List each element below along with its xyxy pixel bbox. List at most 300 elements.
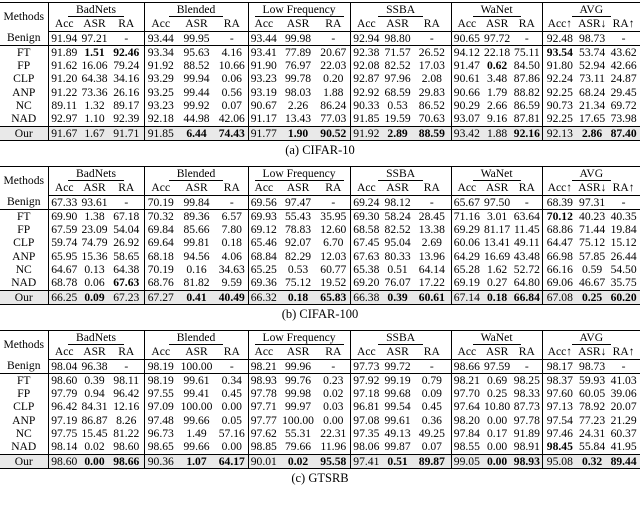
metric-cell: 99.97 xyxy=(285,400,312,414)
metric-cell: 76.97 xyxy=(285,59,312,73)
metric-cell: 98.85 xyxy=(248,440,279,454)
metric-cell: 2.89 xyxy=(382,126,413,140)
metric-cell: 8.26 xyxy=(116,413,137,427)
method-name: Benign xyxy=(0,31,48,45)
metric-cell: 1.07 xyxy=(177,454,216,468)
metric-cell: 68.76 xyxy=(144,276,177,290)
metric-cell: 91.92 xyxy=(350,126,382,140)
metric-cell: 97.64 xyxy=(451,400,482,413)
metric-cell: 3.01 xyxy=(482,209,512,223)
our-method-row xyxy=(0,454,640,468)
metric-cell: 91.89 xyxy=(513,427,540,441)
metric-cell: 99.72 xyxy=(384,359,411,373)
table-row xyxy=(0,195,640,209)
table-row xyxy=(0,31,640,45)
metric-cell: 60.37 xyxy=(610,427,637,441)
method-name: Our xyxy=(0,126,48,140)
metric-cell: 22.03 xyxy=(320,59,347,73)
metric-cell: 99.98 xyxy=(285,387,312,401)
method-name: NAD xyxy=(0,112,48,126)
metric-header: Acc xyxy=(451,181,482,195)
attack-header: Blended xyxy=(144,330,248,345)
metric-cell: 0.32 xyxy=(577,454,607,468)
metric-cell: 97.55 xyxy=(144,387,177,400)
metric-cell: 98.73 xyxy=(579,31,606,45)
metric-cell: 87.40 xyxy=(607,126,640,140)
metric-cell: - xyxy=(331,31,336,45)
metric-cell: 71.16 xyxy=(451,209,482,223)
metric-cell: 98.73 xyxy=(579,359,606,373)
metric-cell: 98.60 xyxy=(113,440,140,454)
metric-header: ASR↓ xyxy=(578,345,607,359)
metric-cell: 67.14 xyxy=(451,290,482,304)
metric-cell: 15.45 xyxy=(81,427,108,441)
metric-cell: 93.19 xyxy=(248,86,279,99)
metric-cell: 97.75 xyxy=(51,427,78,441)
metric-cell: 68.39 xyxy=(542,195,577,209)
metric-cell: - xyxy=(429,195,434,209)
metric-cell: 69.36 xyxy=(248,276,279,290)
metric-cell: - xyxy=(331,359,336,373)
metric-cell: 97.73 xyxy=(350,359,382,373)
metric-cell: 96.38 xyxy=(81,359,108,373)
metric-cell: 53.74 xyxy=(579,45,606,59)
metric-cell: 69.30 xyxy=(350,209,382,223)
metric-cell: 97.46 xyxy=(542,427,577,440)
metric-cell: 87.73 xyxy=(513,400,540,414)
metric-cell: 59.93 xyxy=(579,373,606,387)
metric-cell: 92.94 xyxy=(350,31,382,45)
metric-cell: 9.16 xyxy=(486,112,508,126)
metric-header: RA xyxy=(317,17,350,31)
metric-cell: - xyxy=(524,359,529,373)
metric-header: RA xyxy=(109,181,144,195)
metric-cell: 65.46 xyxy=(248,236,279,249)
metric-cell: 90.65 xyxy=(451,31,482,45)
metric-cell: 98.33 xyxy=(513,387,540,401)
attack-header: AVG xyxy=(542,166,640,181)
metric-header: RA xyxy=(413,17,451,31)
metric-cell: 93.23 xyxy=(248,72,279,85)
metric-cell: 58.65 xyxy=(113,249,140,263)
metric-cell: 4.06 xyxy=(221,249,242,263)
metric-cell: 97.19 xyxy=(51,413,78,427)
metric-header: ASR xyxy=(482,181,512,195)
metric-cell: 91.20 xyxy=(51,72,78,86)
metric-cell: 99.66 xyxy=(183,413,210,427)
metric-header: ASR xyxy=(177,17,216,31)
metric-cell: 17.03 xyxy=(418,59,445,73)
metric-header: ASR↓ xyxy=(578,17,607,31)
metric-cell: 0.51 xyxy=(387,263,408,277)
metric-cell: 40.23 xyxy=(579,209,606,223)
metric-cell: - xyxy=(124,31,129,45)
metric-cell: 58.24 xyxy=(382,209,413,223)
metric-cell: 91.85 xyxy=(144,126,177,140)
attack-header: Low Frequency xyxy=(248,166,350,181)
metric-cell: 35.95 xyxy=(317,209,350,223)
metric-header: RA xyxy=(216,345,248,359)
metric-cell: 90.61 xyxy=(451,72,482,85)
method-name: NC xyxy=(0,263,48,276)
metric-cell: 69.72 xyxy=(610,99,637,113)
method-name: CLP xyxy=(0,400,48,413)
table-row xyxy=(0,236,640,249)
metric-cell: 0.09 xyxy=(80,290,109,304)
table-row xyxy=(0,112,640,126)
metric-cell: 68.78 xyxy=(51,276,78,290)
metric-cell: - xyxy=(429,31,434,45)
metric-cell: 40.49 xyxy=(216,290,248,304)
metric-cell: 81.82 xyxy=(183,276,210,290)
metric-cell: 97.59 xyxy=(484,359,511,373)
metric-cell: 66.84 xyxy=(512,290,542,304)
metric-cell: 96.42 xyxy=(113,387,140,401)
metric-cell: 1.51 xyxy=(80,45,109,59)
metric-cell: 97.08 xyxy=(350,414,382,427)
method-name: FT xyxy=(0,209,48,223)
metric-header: ASR xyxy=(279,17,317,31)
metric-cell: 67.23 xyxy=(109,290,144,304)
metric-cell: 39.06 xyxy=(610,387,637,401)
metric-cell: 98.66 xyxy=(109,454,144,468)
metric-cell: 93.34 xyxy=(144,45,177,59)
metric-cell: 68.59 xyxy=(384,85,411,99)
metric-cell: 87.81 xyxy=(513,112,540,126)
metric-cell: 66.32 xyxy=(248,290,279,304)
metric-cell: 0.00 xyxy=(486,440,508,454)
metric-cell: 2.26 xyxy=(287,99,309,113)
metric-cell: 81.22 xyxy=(113,427,140,441)
table-row xyxy=(0,250,640,263)
metric-header: ASR xyxy=(177,345,216,359)
attack-header: WaNet xyxy=(451,3,542,18)
attack-header: Blended xyxy=(144,166,248,181)
metric-cell: 0.53 xyxy=(287,263,309,277)
results-table-block xyxy=(0,2,640,157)
metric-header: RA xyxy=(512,181,542,195)
metric-cell: 98.25 xyxy=(512,373,542,387)
metric-cell: 90.29 xyxy=(451,99,482,112)
metric-cell: 96.73 xyxy=(144,427,177,440)
metric-cell: 69.06 xyxy=(542,276,577,290)
metric-cell: 93.42 xyxy=(451,126,482,140)
metric-cell: 0.18 xyxy=(221,236,242,250)
metric-cell: 20.07 xyxy=(610,400,637,414)
metric-cell: 69.29 xyxy=(451,223,482,236)
metric-cell: 94.56 xyxy=(183,249,210,263)
metric-cell: 67.33 xyxy=(51,195,78,209)
metric-cell: 0.36 xyxy=(421,413,442,427)
metric-header: Acc xyxy=(144,17,177,31)
metric-cell: 98.19 xyxy=(144,359,177,373)
metric-cell: 92.13 xyxy=(542,126,577,140)
metric-cell: 60.77 xyxy=(320,263,347,277)
metric-cell: 92.24 xyxy=(542,72,577,85)
metric-cell: 28.45 xyxy=(413,209,451,223)
metric-cell: - xyxy=(429,359,434,373)
metric-cell: 92.08 xyxy=(350,59,382,72)
metric-cell: 0.03 xyxy=(323,400,344,414)
metric-cell: 91.67 xyxy=(48,126,80,140)
metric-cell: 12.16 xyxy=(113,400,140,414)
attack-header: AVG xyxy=(542,330,640,345)
metric-cell: 86.52 xyxy=(418,99,445,113)
metric-cell: 91.94 xyxy=(51,31,78,45)
metric-cell: 0.20 xyxy=(323,72,344,86)
metric-cell: 98.11 xyxy=(109,373,144,387)
metric-cell: 66.25 xyxy=(48,290,80,304)
metric-header: ASR xyxy=(279,181,317,195)
metric-cell: 99.19 xyxy=(382,373,413,387)
metric-cell: 0.79 xyxy=(413,373,451,387)
metric-cell: - xyxy=(229,359,234,373)
metric-cell: 68.58 xyxy=(350,223,382,236)
metric-cell: 0.06 xyxy=(221,72,242,86)
table-row xyxy=(0,440,640,454)
metric-cell: 74.79 xyxy=(81,236,108,250)
metric-cell: 70.19 xyxy=(144,263,177,276)
metric-header: ASR xyxy=(382,17,413,31)
method-name: CLP xyxy=(0,236,48,249)
metric-cell: 92.48 xyxy=(542,31,577,45)
metric-cell: 99.78 xyxy=(285,72,312,86)
method-name: Benign xyxy=(0,195,48,209)
metric-cell: 77.03 xyxy=(320,112,347,126)
table-caption: (c) GTSRB xyxy=(291,470,349,485)
metric-header: RA xyxy=(317,181,350,195)
metric-cell: 69.64 xyxy=(144,236,177,249)
metric-header: RA xyxy=(317,345,350,359)
metric-cell: 0.00 xyxy=(486,413,508,427)
metric-cell: 100.00 xyxy=(282,413,314,427)
metric-cell: 92.25 xyxy=(542,86,577,99)
metric-header: RA xyxy=(413,345,451,359)
metric-cell: 79.66 xyxy=(285,440,312,454)
metric-cell: 98.37 xyxy=(542,373,577,387)
metric-header: Acc xyxy=(451,17,482,31)
metric-cell: 70.63 xyxy=(418,112,445,126)
metric-cell: 26.44 xyxy=(610,249,637,263)
metric-cell: 52.94 xyxy=(579,59,606,73)
metric-cell: 69.93 xyxy=(248,209,279,223)
metric-cell: 67.18 xyxy=(109,209,144,223)
results-table xyxy=(0,166,640,305)
metric-cell: 93.61 xyxy=(81,195,108,209)
table-row xyxy=(0,359,640,373)
metric-cell: 91.22 xyxy=(51,85,78,99)
metric-cell: 99.68 xyxy=(384,387,411,401)
metric-header: Acc xyxy=(48,181,80,195)
metric-cell: 22.31 xyxy=(320,427,347,441)
attack-header: SSBA xyxy=(350,330,451,345)
metric-header: ASR↓ xyxy=(578,181,607,195)
metric-header: Acc xyxy=(350,17,382,31)
metric-cell: 97.92 xyxy=(350,373,382,387)
metric-cell: 0.34 xyxy=(216,373,248,387)
metric-cell: 99.84 xyxy=(183,195,210,209)
metric-cell: 97.60 xyxy=(542,387,577,400)
metric-cell: 64.47 xyxy=(542,236,577,249)
metric-cell: 41.95 xyxy=(610,440,637,454)
metric-header: Acc xyxy=(451,345,482,359)
metric-cell: 96.42 xyxy=(51,400,78,414)
metric-cell: 57.85 xyxy=(579,249,606,263)
metric-cell: 90.67 xyxy=(248,99,279,112)
metric-cell: 0.02 xyxy=(279,454,317,468)
method-name: NC xyxy=(0,99,48,112)
metric-cell: 82.52 xyxy=(384,223,411,237)
metric-cell: 73.98 xyxy=(610,112,637,126)
metric-cell: 13.38 xyxy=(418,223,445,237)
table-row xyxy=(0,373,640,387)
metric-cell: 86.24 xyxy=(320,99,347,113)
metric-cell: - xyxy=(331,195,336,209)
metric-cell: 11.45 xyxy=(514,223,540,237)
metric-cell: 69.12 xyxy=(248,223,279,236)
results-table-block xyxy=(0,166,640,321)
table-row xyxy=(0,263,640,276)
metric-cell: 64.67 xyxy=(51,263,78,277)
metric-header: RA xyxy=(216,181,248,195)
metric-cell: 90.73 xyxy=(542,99,577,112)
metric-cell: 1.38 xyxy=(80,209,109,223)
metric-cell: 75.12 xyxy=(579,236,606,250)
metric-header: Acc↑ xyxy=(542,345,577,359)
metric-cell: 69.56 xyxy=(248,195,279,209)
metric-header: RA xyxy=(216,17,248,31)
metric-cell: 0.23 xyxy=(317,373,350,387)
metric-cell: 98.93 xyxy=(248,373,279,387)
metric-cell: 10.80 xyxy=(484,400,511,414)
metric-cell: 64.38 xyxy=(81,72,108,86)
metric-cell: 99.76 xyxy=(279,373,317,387)
metric-header: Acc xyxy=(350,181,382,195)
metric-header: RA xyxy=(512,17,542,31)
metric-cell: 97.54 xyxy=(542,414,577,427)
table-row xyxy=(0,209,640,223)
metric-cell: 1.10 xyxy=(84,112,105,126)
metric-cell: 13.43 xyxy=(285,112,312,126)
metric-cell: 99.98 xyxy=(285,31,312,45)
metric-cell: 42.66 xyxy=(610,59,637,73)
metric-header: RA↑ xyxy=(607,17,640,31)
metric-cell: 98.66 xyxy=(451,359,482,373)
metric-cell: 16.06 xyxy=(81,59,108,73)
our-method-row xyxy=(0,126,640,140)
results-table-block xyxy=(0,330,640,485)
metric-cell: 92.87 xyxy=(350,72,382,85)
metric-cell: 91.77 xyxy=(248,126,279,140)
metric-cell: 60.61 xyxy=(413,290,451,304)
metric-cell: 46.67 xyxy=(579,276,606,290)
metric-cell: 64.14 xyxy=(418,263,445,277)
metric-header: Acc xyxy=(350,345,382,359)
metric-header: RA xyxy=(109,345,144,359)
metric-cell: 98.21 xyxy=(248,359,279,373)
metric-cell: 54.50 xyxy=(610,263,637,277)
attack-header: SSBA xyxy=(350,3,451,18)
metric-cell: 6.44 xyxy=(177,126,216,140)
method-name: NAD xyxy=(0,276,48,290)
metric-cell: 91.71 xyxy=(109,126,144,140)
metric-cell: 26.16 xyxy=(113,85,140,99)
metric-cell: 91.85 xyxy=(350,112,382,126)
metric-cell: 68.86 xyxy=(542,223,577,236)
metric-cell: 7.80 xyxy=(221,223,242,237)
metric-cell: 92.39 xyxy=(113,112,140,126)
metric-cell: 99.05 xyxy=(451,454,482,468)
metric-cell: 6.57 xyxy=(216,209,248,223)
metric-cell: 75.11 xyxy=(512,45,542,59)
metric-cell: 99.92 xyxy=(183,99,210,113)
metric-header: RA xyxy=(512,345,542,359)
attack-header: Low Frequency xyxy=(248,3,350,18)
metric-header: ASR xyxy=(177,181,216,195)
metric-cell: 98.03 xyxy=(285,85,312,99)
metric-cell: 13.41 xyxy=(484,236,511,250)
metric-cell: 89.17 xyxy=(113,99,140,113)
metric-header: Acc xyxy=(248,181,279,195)
metric-cell: - xyxy=(124,195,129,209)
method-name: CLP xyxy=(0,72,48,85)
metric-cell: 1.67 xyxy=(80,126,109,140)
metric-cell: 1.88 xyxy=(482,126,512,140)
metric-cell: 29.45 xyxy=(610,85,637,99)
metric-cell: 97.50 xyxy=(484,195,511,209)
metric-cell: 64.80 xyxy=(513,276,540,290)
table-row xyxy=(0,427,640,440)
metric-cell: 98.93 xyxy=(512,454,542,468)
metric-cell: 98.60 xyxy=(48,373,80,387)
our-method-row xyxy=(0,290,640,304)
metric-cell: 69.84 xyxy=(144,223,177,236)
metric-cell: 98.21 xyxy=(451,373,482,387)
metric-cell: 55.84 xyxy=(579,440,606,454)
metric-cell: 0.18 xyxy=(279,290,317,304)
metric-cell: 97.70 xyxy=(451,387,482,400)
metric-cell: 70.32 xyxy=(144,209,177,223)
metric-cell: 97.13 xyxy=(542,400,577,413)
attack-header: WaNet xyxy=(451,166,542,181)
table-caption: (b) CIFAR-100 xyxy=(281,306,359,321)
method-name: ANP xyxy=(0,86,48,99)
metric-cell: 89.87 xyxy=(413,454,451,468)
metric-cell: 93.41 xyxy=(248,45,279,59)
metric-cell: 2.69 xyxy=(421,236,442,250)
attack-header: BadNets xyxy=(48,166,144,181)
metric-cell: 43.48 xyxy=(513,249,540,263)
metric-header: ASR xyxy=(482,17,512,31)
metric-cell: 0.00 xyxy=(221,400,242,414)
metric-cell: 0.07 xyxy=(221,99,242,113)
metric-cell: 73.11 xyxy=(579,72,605,86)
attack-header: Blended xyxy=(144,3,248,18)
metric-cell: 65.28 xyxy=(451,263,482,276)
metric-cell: 88.59 xyxy=(413,126,451,140)
metric-cell: 97.48 xyxy=(144,414,177,427)
metric-cell: 97.41 xyxy=(350,454,382,468)
metric-cell: 98.60 xyxy=(48,454,80,468)
results-table xyxy=(0,2,640,141)
metric-header: Acc↑ xyxy=(542,181,577,195)
metric-cell: 0.41 xyxy=(177,290,216,304)
metric-cell: 26.92 xyxy=(113,236,140,250)
metric-cell: 49.11 xyxy=(514,236,540,250)
metric-cell: 65.67 xyxy=(451,195,482,209)
metric-cell: 29.83 xyxy=(418,85,445,99)
metric-cell: 79.24 xyxy=(113,59,140,73)
